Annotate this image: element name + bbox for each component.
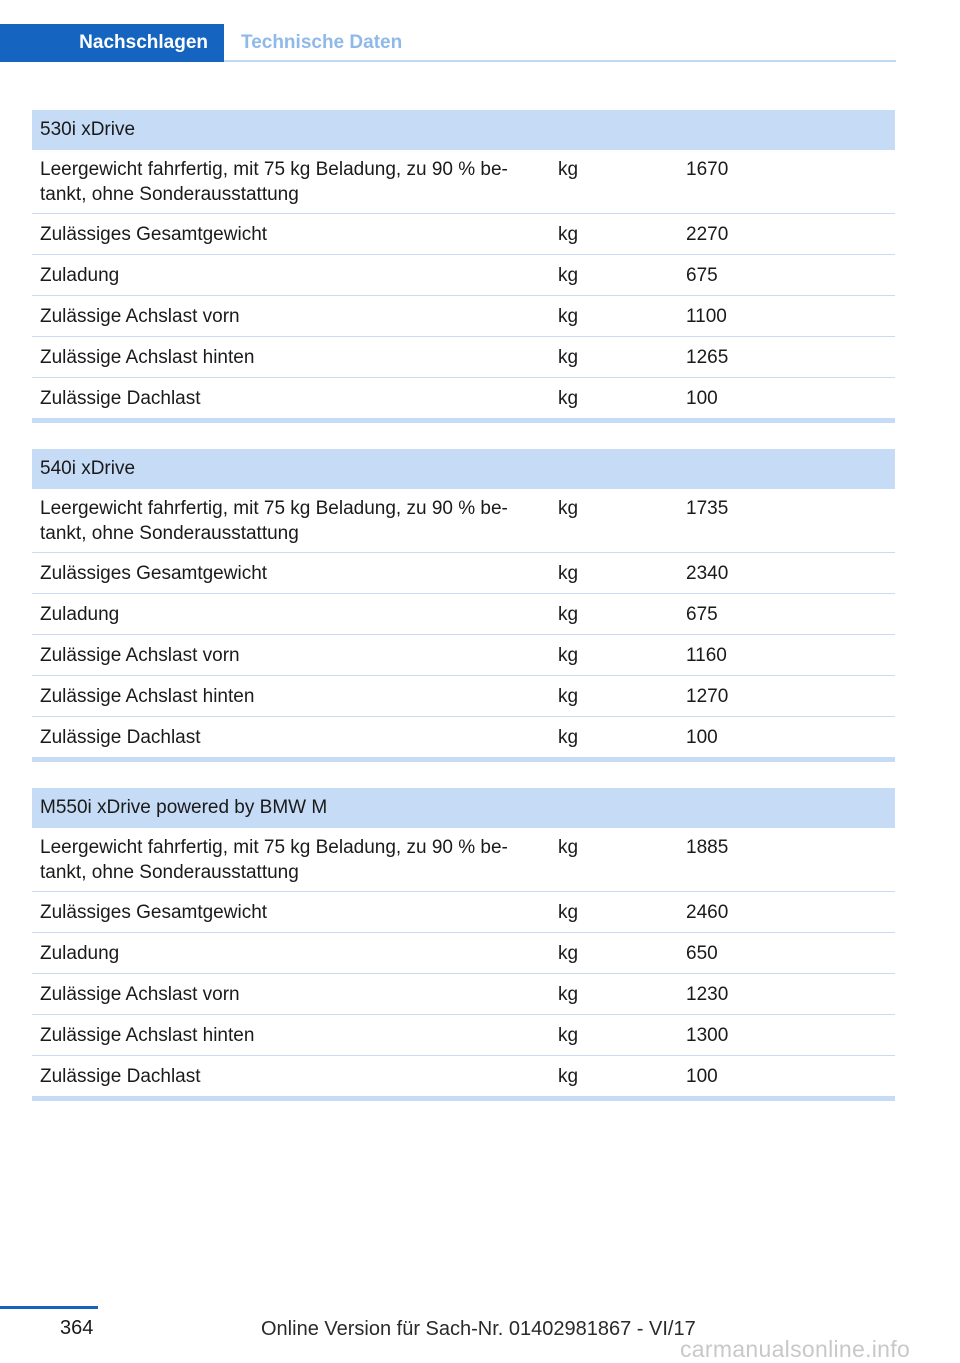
page-number-rule (0, 1306, 98, 1309)
row-value: 1100 (686, 305, 727, 327)
row-unit: kg (558, 1024, 579, 1046)
row-value: 1300 (686, 1024, 729, 1046)
row-unit: kg (558, 346, 579, 368)
table-row (32, 214, 895, 255)
row-label: Zulässiges Gesamtgewicht (40, 562, 268, 584)
row-value: 2340 (686, 562, 729, 584)
table-row (32, 974, 895, 1015)
row-unit: kg (558, 837, 579, 858)
row-label: Zulässiges Gesamtgewicht (40, 223, 268, 245)
row-unit: kg (558, 562, 579, 584)
row-label: Zulässige Achslast vorn (40, 983, 240, 1005)
row-value: 100 (686, 726, 718, 748)
row-value: 1160 (686, 644, 727, 666)
row-label: Zulässige Achslast hinten (40, 685, 255, 707)
row-unit: kg (558, 223, 579, 245)
row-value: 1230 (686, 983, 729, 1005)
table-row (32, 150, 895, 214)
row-label: Leergewicht fahrfertig, mit 75 kg Beladung, zu 90 % be- tankt, ohne Sonderausstattung (40, 837, 508, 883)
weight-table-530i (32, 110, 895, 423)
row-unit: kg (558, 726, 579, 748)
row-value: 1670 (686, 159, 729, 180)
row-label: Leergewicht fahrfertig, mit 75 kg Beladung, zu 90 % be- tankt, ohne Sonderausstattung (40, 498, 508, 544)
row-label: Zuladung (40, 264, 120, 286)
row-unit: kg (558, 159, 579, 180)
row-label: Zulässige Dachlast (40, 1065, 201, 1087)
table-row (32, 828, 895, 892)
table-title: 540i xDrive (32, 449, 895, 489)
table-bottom-rule (32, 1096, 895, 1101)
table-row (32, 892, 895, 933)
row-value: 1265 (686, 346, 729, 368)
header-divider (224, 60, 896, 62)
table-bottom-rule (32, 418, 895, 423)
table-row (32, 1015, 895, 1056)
tab-nachschlagen[interactable]: Nachschlagen (0, 24, 224, 62)
table-row (32, 594, 895, 635)
row-value: 100 (686, 387, 718, 409)
row-value: 2270 (686, 223, 729, 245)
row-value: 1885 (686, 837, 729, 858)
table-row (32, 717, 895, 757)
tab-technische-daten[interactable]: Technische Daten (241, 32, 403, 53)
page-header (0, 24, 896, 62)
weight-table-540i (32, 449, 895, 762)
table-row (32, 1056, 895, 1096)
table-title: M550i xDrive powered by BMW M (32, 788, 895, 828)
row-label: Leergewicht fahrfertig, mit 75 kg Beladung, zu 90 % be- tankt, ohne Sonderausstattung (40, 159, 508, 205)
table-row (32, 337, 895, 378)
row-unit: kg (558, 498, 579, 519)
row-unit: kg (558, 387, 579, 409)
row-unit: kg (558, 942, 579, 964)
row-unit: kg (558, 1065, 579, 1087)
row-unit: kg (558, 901, 579, 923)
row-value: 650 (686, 942, 718, 964)
table-row (32, 553, 895, 594)
row-label: Zulässige Achslast vorn (40, 305, 240, 327)
row-label: Zulässige Dachlast (40, 387, 201, 409)
row-unit: kg (558, 305, 579, 327)
row-value: 100 (686, 1065, 718, 1087)
row-unit: kg (558, 603, 579, 625)
table-row (32, 635, 895, 676)
row-label: Zuladung (40, 603, 120, 625)
row-label: Zulässige Dachlast (40, 726, 201, 748)
row-unit: kg (558, 644, 579, 666)
row-value: 675 (686, 603, 718, 625)
table-row (32, 378, 895, 418)
row-label: Zulässige Achslast vorn (40, 644, 240, 666)
row-unit: kg (558, 685, 579, 707)
row-label: Zuladung (40, 942, 120, 964)
page-number: 364 (60, 1317, 94, 1339)
row-value: 675 (686, 264, 718, 286)
table-title: 530i xDrive (32, 110, 895, 150)
row-unit: kg (558, 983, 579, 1005)
table-row (32, 933, 895, 974)
table-row (32, 255, 895, 296)
row-value: 2460 (686, 901, 729, 923)
watermark: carmanualsonline.info (680, 1336, 911, 1362)
online-version-note: Online Version für Sach-Nr. 01402981867 - VI/17 (261, 1318, 696, 1340)
row-label: Zulässige Achslast hinten (40, 1024, 255, 1046)
table-row (32, 296, 895, 337)
table-row (32, 676, 895, 717)
row-unit: kg (558, 264, 579, 286)
table-bottom-rule (32, 757, 895, 762)
table-row (32, 489, 895, 553)
row-label: Zulässiges Gesamtgewicht (40, 901, 268, 923)
row-value: 1270 (686, 685, 729, 707)
row-label: Zulässige Achslast hinten (40, 346, 255, 368)
row-value: 1735 (686, 498, 729, 519)
weight-table-m550i (32, 788, 895, 1101)
